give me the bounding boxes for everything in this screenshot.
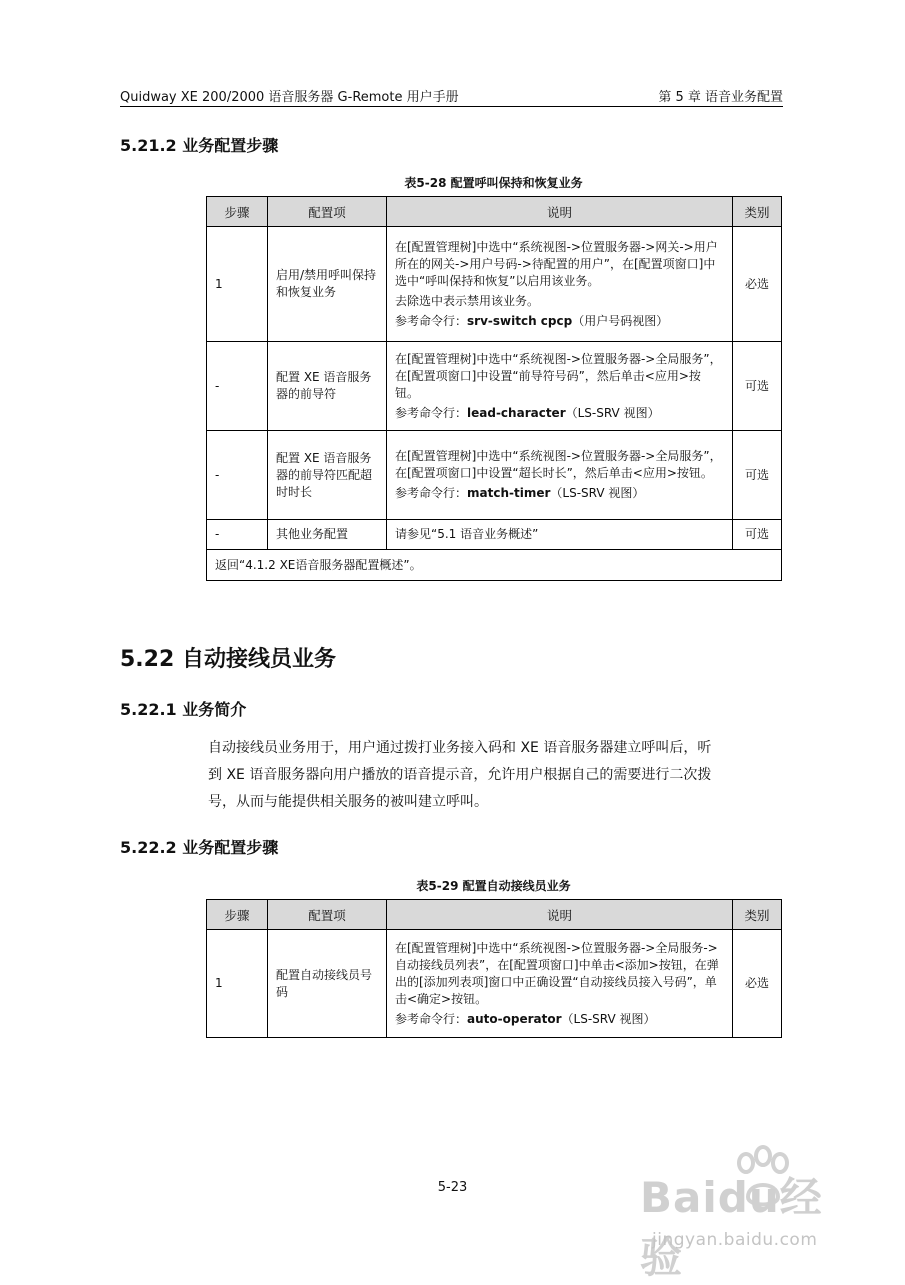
return-link-text: 返回“4.1.2 XE语音服务器配置概述”。	[207, 550, 782, 581]
cell-item: 配置 XE 语音服务器的前导符匹配超时时长	[268, 431, 387, 520]
table-row	[207, 930, 782, 1038]
command-name: match-timer	[467, 486, 551, 500]
th-item: 配置项	[268, 900, 387, 930]
cell-step: -	[207, 520, 268, 550]
table-row	[207, 227, 782, 342]
th-step: 步骤	[207, 197, 268, 227]
cell-item: 启用/禁用呼叫保持和恢复业务	[268, 227, 387, 342]
desc-text: 在[配置管理树]中选中“系统视图->位置服务器->网关->用户所在的网关->用户号码->待配置的用户”，在[配置项窗口]中选中“呼叫保持和恢复”以启用该业务。	[395, 239, 718, 288]
cell-desc	[387, 930, 733, 1038]
cell-item: 其他业务配置	[268, 520, 387, 550]
header-chapter: 第 5 章 语音业务配置	[658, 90, 783, 105]
command-name: lead-character	[467, 405, 566, 420]
cell-step: 1	[207, 930, 268, 1038]
cell-step: -	[207, 431, 268, 520]
intro-paragraph	[208, 735, 783, 816]
table-row	[207, 520, 782, 550]
cell-item: 配置 XE 语音服务器的前导符	[268, 342, 387, 431]
table2	[206, 899, 782, 1038]
cell-category: 必选	[733, 930, 782, 1038]
table1-caption: 表5-28 配置呼叫保持和恢复业务	[404, 176, 583, 190]
cell-category: 可选	[733, 431, 782, 520]
desc-command: 参考命令行：lead-character（LS-SRV 视图）	[395, 405, 660, 420]
th-desc: 说明	[387, 900, 733, 930]
page-number: 5-23	[437, 1180, 468, 1195]
desc-command: 参考命令行：srv-switch cpcp（用户号码视图）	[395, 313, 669, 328]
section-heading-5-21-2: 5.21.2 业务配置步骤	[120, 136, 279, 155]
table2-header-row	[207, 900, 782, 930]
th-item: 配置项	[268, 197, 387, 227]
intro-line: 号，从而与能提供相关服务的被叫建立呼叫。	[208, 794, 488, 810]
cell-desc	[387, 431, 733, 520]
section-heading-5-22-2: 5.22.2 业务配置步骤	[120, 838, 279, 857]
baidu-watermark	[640, 1140, 850, 1282]
th-desc: 说明	[387, 197, 733, 227]
table-footer-row	[207, 550, 782, 581]
command-name: srv-switch cpcp	[467, 313, 573, 328]
command-name: auto-operator	[467, 1011, 562, 1026]
table1	[206, 196, 782, 581]
desc-command: 参考命令行：match-timer（LS-SRV 视图）	[395, 486, 645, 500]
desc-text: 在[配置管理树]中选中“系统视图->位置服务器->全局服务”，在[配置项窗口]中设置“前导符号码”，然后单击<应用>按钮。	[395, 351, 722, 400]
page-header	[120, 84, 783, 107]
cell-category: 可选	[733, 342, 782, 431]
desc-text: 在[配置管理树]中选中“系统视图->位置服务器->全局服务->自动接线员列表”，在[配置项窗口]中单击<添加>按钮，在弹出的[添加列表项]窗口中正确设置“自动接线员接入号码”，单击<确定>按钮。	[395, 940, 719, 1006]
desc-text: 去除选中表示禁用该业务。	[395, 293, 540, 308]
cell-step: 1	[207, 227, 268, 342]
section-heading-5-22-1: 5.22.1 业务简介	[120, 700, 247, 719]
section-heading-5-22: 5.22 自动接线员业务	[120, 647, 336, 672]
desc-command: 参考命令行：auto-operator（LS-SRV 视图）	[395, 1011, 656, 1026]
watermark-url: jingyan.baidu.com	[652, 1230, 818, 1250]
cell-category: 必选	[733, 227, 782, 342]
th-category: 类别	[733, 197, 782, 227]
table-row	[207, 342, 782, 431]
th-step: 步骤	[207, 900, 268, 930]
desc-text: 在[配置管理树]中选中“系统视图->位置服务器->全局服务”，在[配置项窗口]中设置“超长时长”，然后单击<应用>按钮。	[395, 449, 722, 480]
cell-category: 可选	[733, 520, 782, 550]
cell-item: 配置自动接线员号码	[268, 930, 387, 1038]
th-category: 类别	[733, 900, 782, 930]
table2-caption: 表5-29 配置自动接线员业务	[416, 879, 571, 893]
header-manual-title: Quidway XE 200/2000 语音服务器 G-Remote 用户手册	[120, 90, 459, 105]
watermark-logo: Baidu经验	[640, 1173, 823, 1282]
table1-header-row	[207, 197, 782, 227]
intro-line: 到 XE 语音服务器向用户播放的语音提示音，允许用户根据自己的需要进行二次拨	[208, 767, 712, 783]
cell-desc: 请参见“5.1 语音业务概述”	[387, 520, 733, 550]
cell-step: -	[207, 342, 268, 431]
cell-desc	[387, 227, 733, 342]
intro-line: 自动接线员业务用于，用户通过拨打业务接入码和 XE 语音服务器建立呼叫后，听	[208, 740, 712, 756]
cell-desc	[387, 342, 733, 431]
table-row	[207, 431, 782, 520]
